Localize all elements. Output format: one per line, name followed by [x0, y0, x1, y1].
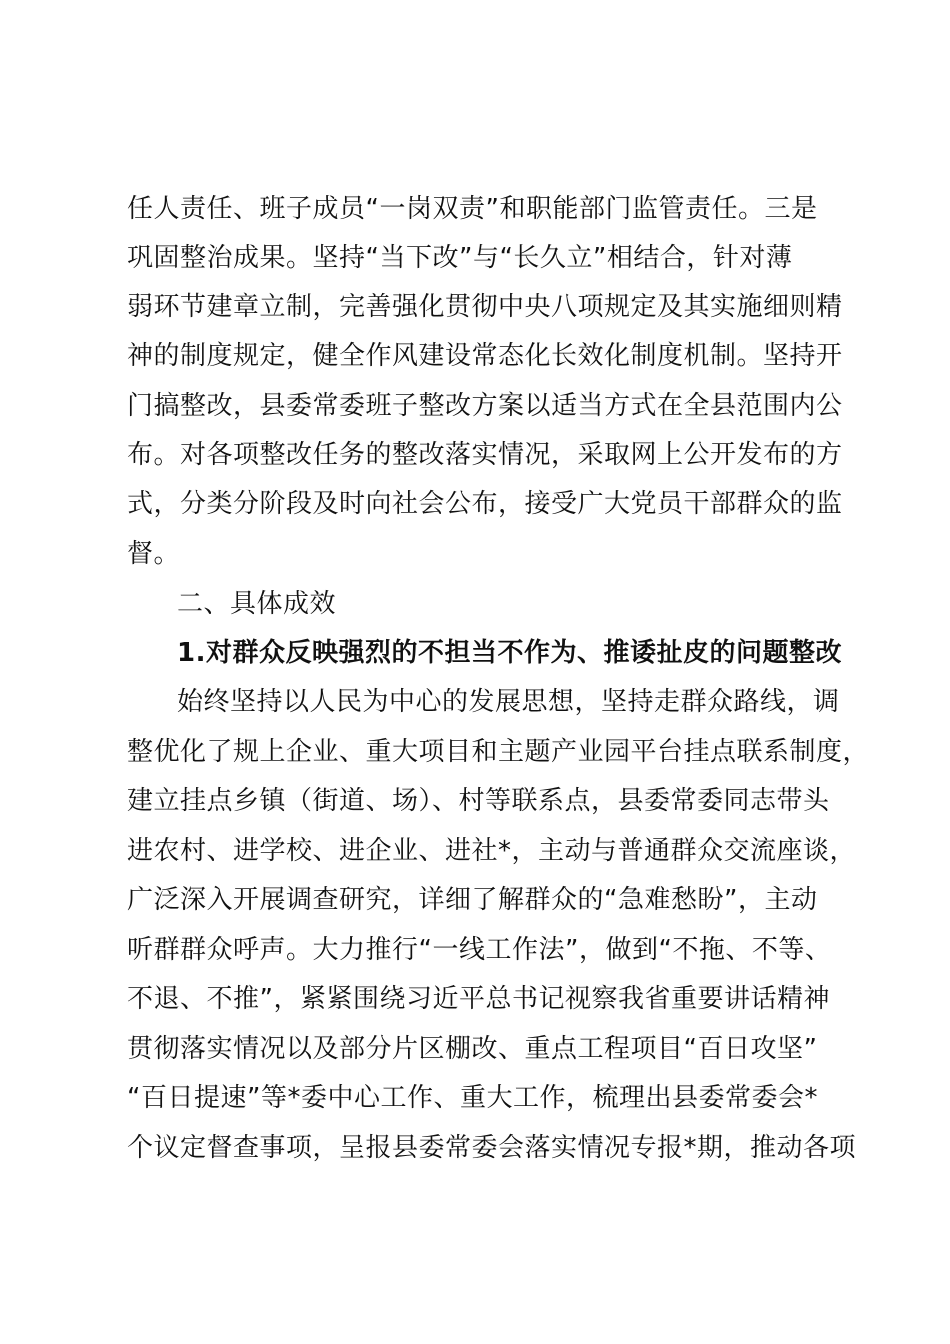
paragraph-line: 个议定督查事项，呈报县委常委会落实情况专报*期，推动各项: [127, 1133, 857, 1163]
section-heading: 二、具体成效: [177, 589, 337, 619]
paragraph-line: 任人责任、班子成员“一岗双责”和职能部门监管责任。三是: [127, 194, 818, 224]
paragraph-line: 门搞整改，县委常委班子整改方案以适当方式在全县范围内公: [127, 391, 843, 421]
paragraph-line: 建立挂点乡镇（街道、场）、村等联系点，县委常委同志带头: [127, 786, 830, 816]
paragraph-line: 听群群众呼声。大力推行“一线工作法”，做到“不拖、不等、: [127, 935, 832, 965]
paragraph-line: 始终坚持以人民为中心的发展思想，坚持走群众路线，调: [177, 687, 840, 717]
paragraph-line: 式，分类分阶段及时向社会公布，接受广大党员干部群众的监: [127, 489, 843, 519]
paragraph-line: “百日提速”等*委中心工作、重大工作，梳理出县委常委会*: [127, 1083, 818, 1113]
paragraph-line: 督。: [127, 539, 181, 569]
subheading: 1.对群众反映强烈的不担当不作为、推诿扯皮的问题整改: [177, 638, 842, 668]
paragraph-line: 整优化了规上企业、重大项目和主题产业园平台挂点联系制度，: [127, 737, 870, 767]
paragraph-line: 布。对各项整改任务的整改落实情况，采取网上公开发布的方: [127, 440, 843, 470]
paragraph-line: 广泛深入开展调查研究，详细了解群众的“急难愁盼”，主动: [127, 885, 818, 915]
paragraph-line: 弱环节建章立制，完善强化贯彻中央八项规定及其实施细则精: [127, 292, 843, 322]
paragraph-line: 进农村、进学校、进企业、进社*，主动与普通群众交流座谈，: [127, 836, 857, 866]
paragraph-line: 神的制度规定，健全作风建设常态化长效化制度机制。坚持开: [127, 341, 843, 371]
paragraph-line: 不退、不推”，紧紧围绕习近平总书记视察我省重要讲话精神: [127, 984, 830, 1014]
paragraph-line: 贯彻落实情况以及部分片区棚改、重点工程项目“百日攻坚”: [127, 1034, 818, 1064]
paragraph-line: 巩固整治成果。坚持“当下改”与“长久立”相结合，针对薄: [127, 243, 793, 273]
